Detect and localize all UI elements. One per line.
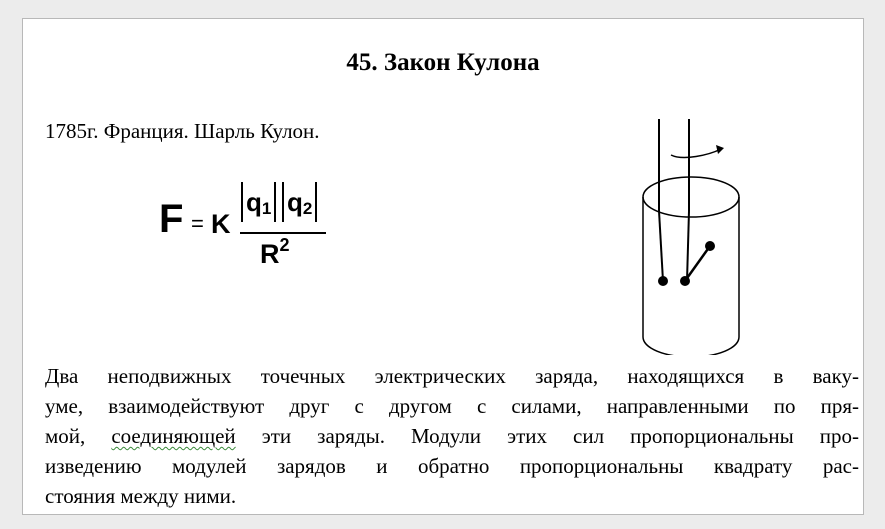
torsion-balance-diagram — [621, 115, 751, 355]
law-statement — [45, 361, 859, 511]
formula-numerator — [241, 182, 327, 224]
abs-charge-2 — [282, 182, 317, 222]
law-line-3 — [45, 421, 859, 451]
intro-text: 1785г. Франция. Шарль Кулон. — [45, 119, 320, 143]
cylinder-bottom — [643, 337, 739, 355]
rotation-arrow — [671, 149, 721, 157]
counterweight-ball — [705, 241, 715, 251]
charge-2-subscript: 2 — [302, 199, 313, 218]
spellcheck-word: соединяющей — [111, 424, 236, 448]
slide — [22, 18, 864, 515]
fixed-rod — [659, 211, 663, 281]
formula-denominator — [260, 235, 290, 270]
formula-constant: K — [211, 209, 231, 239]
charge-1-symbol: q — [246, 186, 262, 217]
formula-equals: = — [191, 211, 204, 236]
law-line-5: стояния между ними. — [45, 484, 237, 508]
formula-force: F — [159, 197, 184, 241]
charge-1-subscript: 1 — [261, 199, 272, 218]
law-line-3-part-1: мой, — [45, 424, 112, 448]
distance-symbol: R — [260, 239, 280, 269]
law-line-1: Два неподвижных точечных электрических заряда, находящихся в ваку- — [45, 364, 859, 388]
slide-title: 45. Закон Кулона — [346, 49, 540, 76]
law-line-3-part-2: эти заряды. Модули этих сил пропорциональны про- — [235, 424, 859, 448]
abs-charge-1 — [241, 182, 276, 222]
law-line-2: уме, взаимодействуют друг с другом с силами, направленными по пря- — [45, 394, 859, 418]
distance-exponent: 2 — [279, 235, 290, 255]
charge-2-symbol: q — [287, 186, 303, 217]
hanging-rod — [687, 211, 689, 281]
coulomb-formula — [159, 177, 379, 277]
cylinder-top — [643, 177, 739, 217]
law-line-4: изведению модулей зарядов и обратно пропорциональны квадрату рас- — [45, 454, 859, 478]
fraction-line — [240, 232, 326, 234]
rotation-arrowhead — [716, 145, 724, 154]
charged-ball-fixed — [658, 276, 668, 286]
charged-ball-moving — [680, 276, 690, 286]
